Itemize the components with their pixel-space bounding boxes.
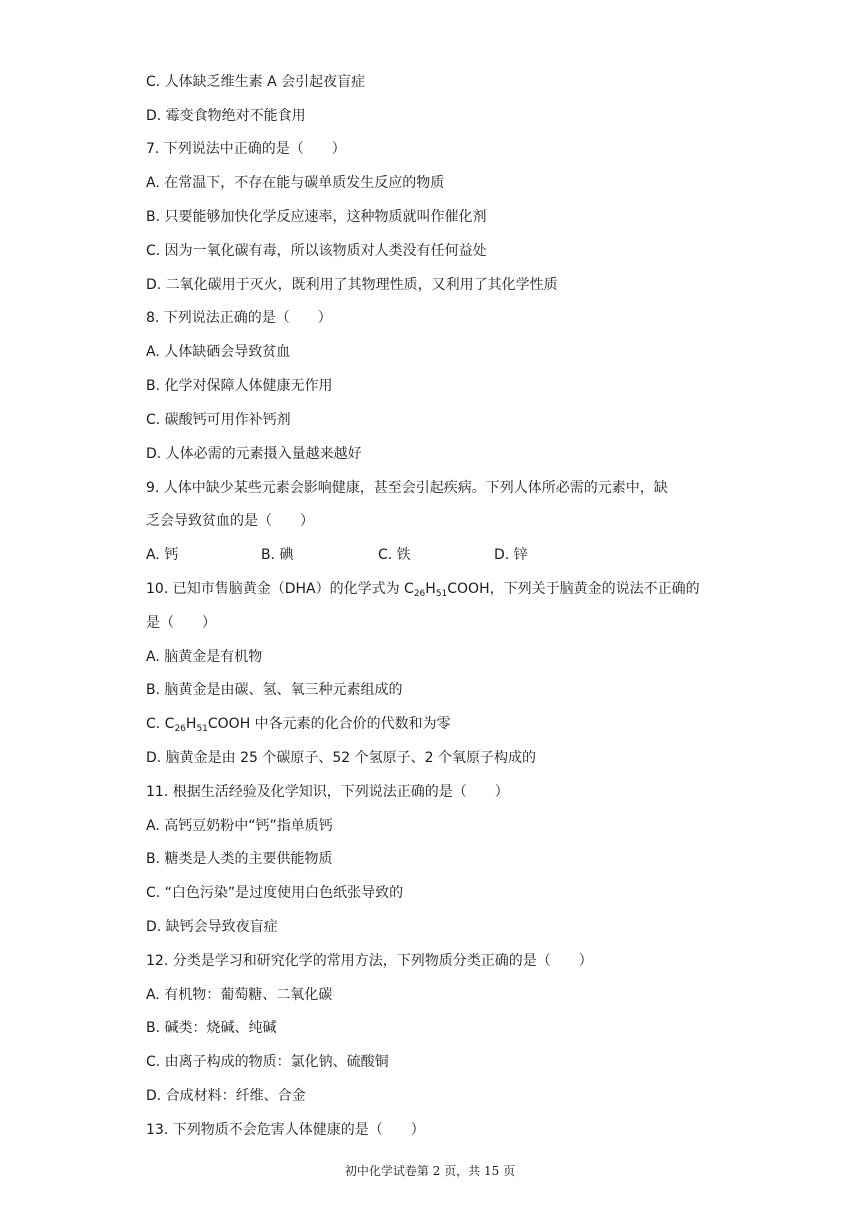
q11-option-a: A. 高钙豆奶粉中“钙”指单质钙 — [146, 818, 333, 834]
q11-option-c: C. “白色污染”是过度使用白色纸张导致的 — [146, 885, 404, 901]
question-10-stem-cont: 是（ ） — [146, 615, 216, 631]
page-footer: 初中化学试卷第 2 页，共 15 页 — [344, 1164, 516, 1178]
formula-subscript-c: 26 — [174, 724, 186, 734]
q8-option-d: D. 人体必需的元素摄入量越来越好 — [146, 446, 362, 462]
q12-option-d: D. 合成材料：纤维、合金 — [146, 1088, 306, 1104]
q9-option-a: A. 钙 — [146, 547, 179, 563]
q12-option-a: A. 有机物：葡萄糖、二氧化碳 — [146, 987, 333, 1003]
formula-h: H — [425, 581, 436, 597]
q12-option-b: B. 碱类：烧碱、纯碱 — [146, 1020, 277, 1036]
question-12-stem: 12. 分类是学习和研究化学的常用方法，下列物质分类正确的是（ ） — [146, 953, 593, 969]
q9-option-c: C. 铁 — [378, 547, 411, 563]
q9-option-b: B. 碘 — [261, 547, 294, 563]
q8-option-a: A. 人体缺硒会导致贫血 — [146, 344, 291, 360]
q10-stem-text: 10. 已知市售脑黄金（DHA）的化学式为 C — [146, 581, 414, 597]
q9-options-row — [146, 545, 746, 565]
q9-option-d: D. 锌 — [494, 547, 528, 563]
q10c-text-end: COOH 中各元素的化合价的代数和为零 — [207, 716, 451, 732]
question-8-stem: 8. 下列说法正确的是（ ） — [146, 310, 332, 326]
q7-option-c: C. 因为一氧化碳有毒，所以该物质对人类没有任何益处 — [146, 243, 487, 259]
question-9-stem: 9. 人体中缺少某些元素会影响健康，甚至会引起疾病。下列人体所必需的元素中，缺 — [146, 480, 668, 496]
q7-option-d: D. 二氧化碳用于灭火，既利用了其物理性质，又利用了其化学性质 — [146, 277, 558, 293]
q10c-text: C. C — [146, 716, 175, 732]
q6-option-d: D. 霉变食物绝对不能食用 — [146, 108, 306, 124]
q11-option-d: D. 缺钙会导致夜盲症 — [146, 919, 278, 935]
question-9-stem-cont: 乏会导致贫血的是（ ） — [146, 513, 314, 529]
q7-option-b: B. 只要能够加快化学反应速率，这种物质就叫作催化剂 — [146, 209, 487, 225]
q10-stem-text-end: COOH，下列关于脑黄金的说法不正确的 — [447, 581, 700, 597]
q8-option-c: C. 碳酸钙可用作补钙剂 — [146, 412, 291, 428]
formula-h: H — [185, 716, 197, 732]
q11-option-b: B. 糖类是人类的主要供能物质 — [146, 851, 333, 867]
formula-subscript-c: 26 — [413, 589, 426, 599]
q12-option-c: C. 由离子构成的物质：氯化钠、硫酸铜 — [146, 1054, 389, 1070]
question-13-stem: 13. 下列物质不会危害人体健康的是（ ） — [146, 1122, 425, 1138]
formula-subscript-h: 51 — [435, 589, 448, 599]
question-7-stem: 7. 下列说法中正确的是（ ） — [146, 141, 346, 157]
q8-option-b: B. 化学对保障人体健康无作用 — [146, 378, 333, 394]
q10-option-a: A. 脑黄金是有机物 — [146, 649, 263, 665]
q6-option-c: C. 人体缺乏维生素 A 会引起夜盲症 — [146, 74, 366, 90]
q10-option-d: D. 脑黄金是由 25 个碳原子、52 个氢原子、2 个氧原子构成的 — [146, 750, 537, 766]
q7-option-a: A. 在常温下，不存在能与碳单质发生反应的物质 — [146, 175, 445, 191]
formula-subscript-h: 51 — [196, 724, 208, 734]
question-10-stem — [146, 579, 700, 599]
question-11-stem: 11. 根据生活经验及化学知识，下列说法正确的是（ ） — [146, 784, 509, 800]
q10-option-b: B. 脑黄金是由碳、氢、氧三种元素组成的 — [146, 682, 403, 698]
q10-option-c — [146, 714, 451, 734]
